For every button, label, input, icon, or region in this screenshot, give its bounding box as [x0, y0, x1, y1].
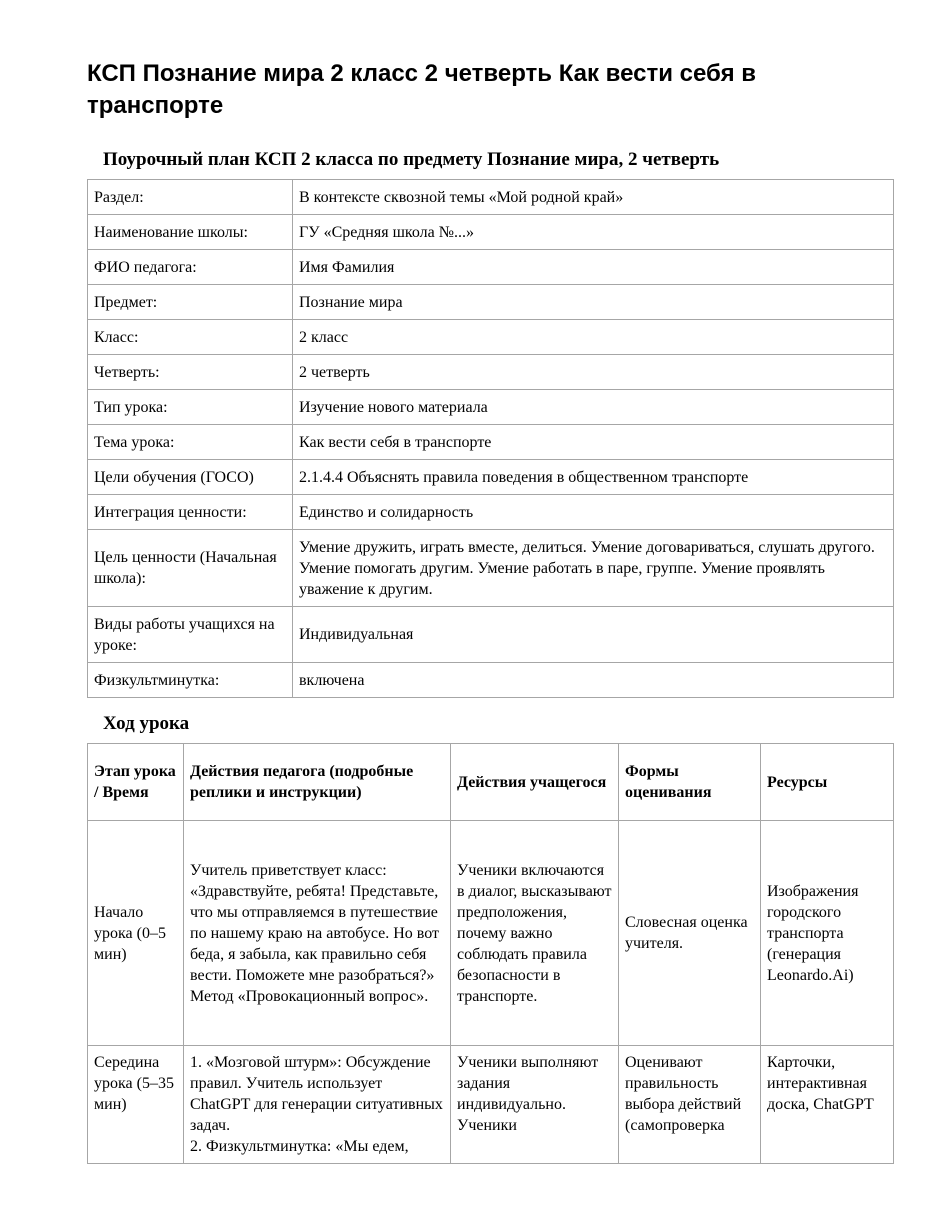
info-value: ГУ «Средняя школа №...»	[293, 215, 894, 250]
info-row	[88, 390, 894, 425]
assessment-cell: Оценивают правильность выбора действий (самопроверка	[619, 1046, 761, 1164]
lesson-flow-table	[87, 743, 894, 1164]
header-assessment: Формы оценивания	[619, 744, 761, 821]
info-value: Познание мира	[293, 285, 894, 320]
lesson-info-table	[87, 179, 894, 698]
document-subtitle: Поурочный план КСП 2 класса по предмету Познание мира, 2 четверть	[103, 149, 720, 170]
info-value: Единство и солидарность	[293, 495, 894, 530]
header-teacher-actions: Действия педагога (подробные реплики и инструкции)	[184, 744, 451, 821]
info-label: Наименование школы:	[88, 215, 293, 250]
info-value: Умение дружить, играть вместе, делиться. Умение договариваться, слушать другого. Умение помогать другим. Умение работать в паре, группе. Умение проявлять уважение к другим.	[293, 530, 894, 607]
info-label: Цели обучения (ГОСО)	[88, 460, 293, 495]
teacher-actions-cell	[184, 1046, 451, 1164]
info-label: Тема урока:	[88, 425, 293, 460]
resources-cell: Карточки, интерактивная доска, ChatGPT	[761, 1046, 894, 1164]
info-row	[88, 355, 894, 390]
info-value: 2.1.4.4 Объяснять правила поведения в общественном транспорте	[293, 460, 894, 495]
info-row	[88, 320, 894, 355]
info-label: Предмет:	[88, 285, 293, 320]
info-row	[88, 663, 894, 698]
info-value: Имя Фамилия	[293, 250, 894, 285]
info-value: 2 класс	[293, 320, 894, 355]
info-row	[88, 495, 894, 530]
info-value: В контексте сквозной темы «Мой родной край»	[293, 180, 894, 215]
resources-cell: Изображения городского транспорта (генерация Leonardo.Ai)	[761, 821, 894, 1046]
header-resources: Ресурсы	[761, 744, 894, 821]
info-value: Как вести себя в транспорте	[293, 425, 894, 460]
student-actions-cell: Ученики включаются в диалог, высказывают предположения, почему важно соблюдать правила безопасности в транспорте.	[451, 821, 619, 1046]
info-label: Четверть:	[88, 355, 293, 390]
info-row	[88, 180, 894, 215]
table-row	[88, 821, 894, 1046]
info-label: Раздел:	[88, 180, 293, 215]
header-stage: Этап урока / Время	[88, 744, 184, 821]
teacher-action-line: 1. «Мозговой штурм»: Обсуждение правил. Учитель использует ChatGPT для генерации ситуативных задач.	[190, 1054, 443, 1134]
stage-cell: Начало урока (0–5 мин)	[88, 821, 184, 1046]
info-row	[88, 285, 894, 320]
info-label: Виды работы учащихся на уроке:	[88, 607, 293, 663]
info-row	[88, 215, 894, 250]
header-student-actions: Действия учащегося	[451, 744, 619, 821]
lesson-table-header-row	[88, 744, 894, 821]
student-actions-cell: Ученики выполняют задания индивидуально. Ученики	[451, 1046, 619, 1164]
info-label: Класс:	[88, 320, 293, 355]
info-value: включена	[293, 663, 894, 698]
info-row	[88, 530, 894, 607]
info-label: ФИО педагога:	[88, 250, 293, 285]
info-value: 2 четверть	[293, 355, 894, 390]
table-row	[88, 1046, 894, 1164]
stage-cell: Середина урока (5–35 мин)	[88, 1046, 184, 1164]
info-value: Индивидуальная	[293, 607, 894, 663]
info-label: Интеграция ценности:	[88, 495, 293, 530]
info-label: Цель ценности (Начальная школа):	[88, 530, 293, 607]
info-row	[88, 425, 894, 460]
info-row	[88, 250, 894, 285]
info-label: Тип урока:	[88, 390, 293, 425]
info-row	[88, 460, 894, 495]
lesson-section-title: Ход урока	[103, 713, 190, 734]
info-row	[88, 607, 894, 663]
teacher-action-line: 2. Физкультминутка: «Мы едем,	[190, 1138, 409, 1155]
info-value: Изучение нового материала	[293, 390, 894, 425]
info-label: Физкультминутка:	[88, 663, 293, 698]
document-title: КСП Познание мира 2 класс 2 четверть Как вести себя в транспорте	[87, 60, 756, 119]
teacher-actions-cell: Учитель приветствует класс: «Здравствуйте, ребята! Представьте, что мы отправляемся в путешествие по нашему краю на автобусе. Но вот беда, я забыла, как правильно себя вести. Поможете мне разобраться?» Метод «Провокационный вопрос».	[184, 821, 451, 1046]
assessment-cell: Словесная оценка учителя.	[619, 821, 761, 1046]
